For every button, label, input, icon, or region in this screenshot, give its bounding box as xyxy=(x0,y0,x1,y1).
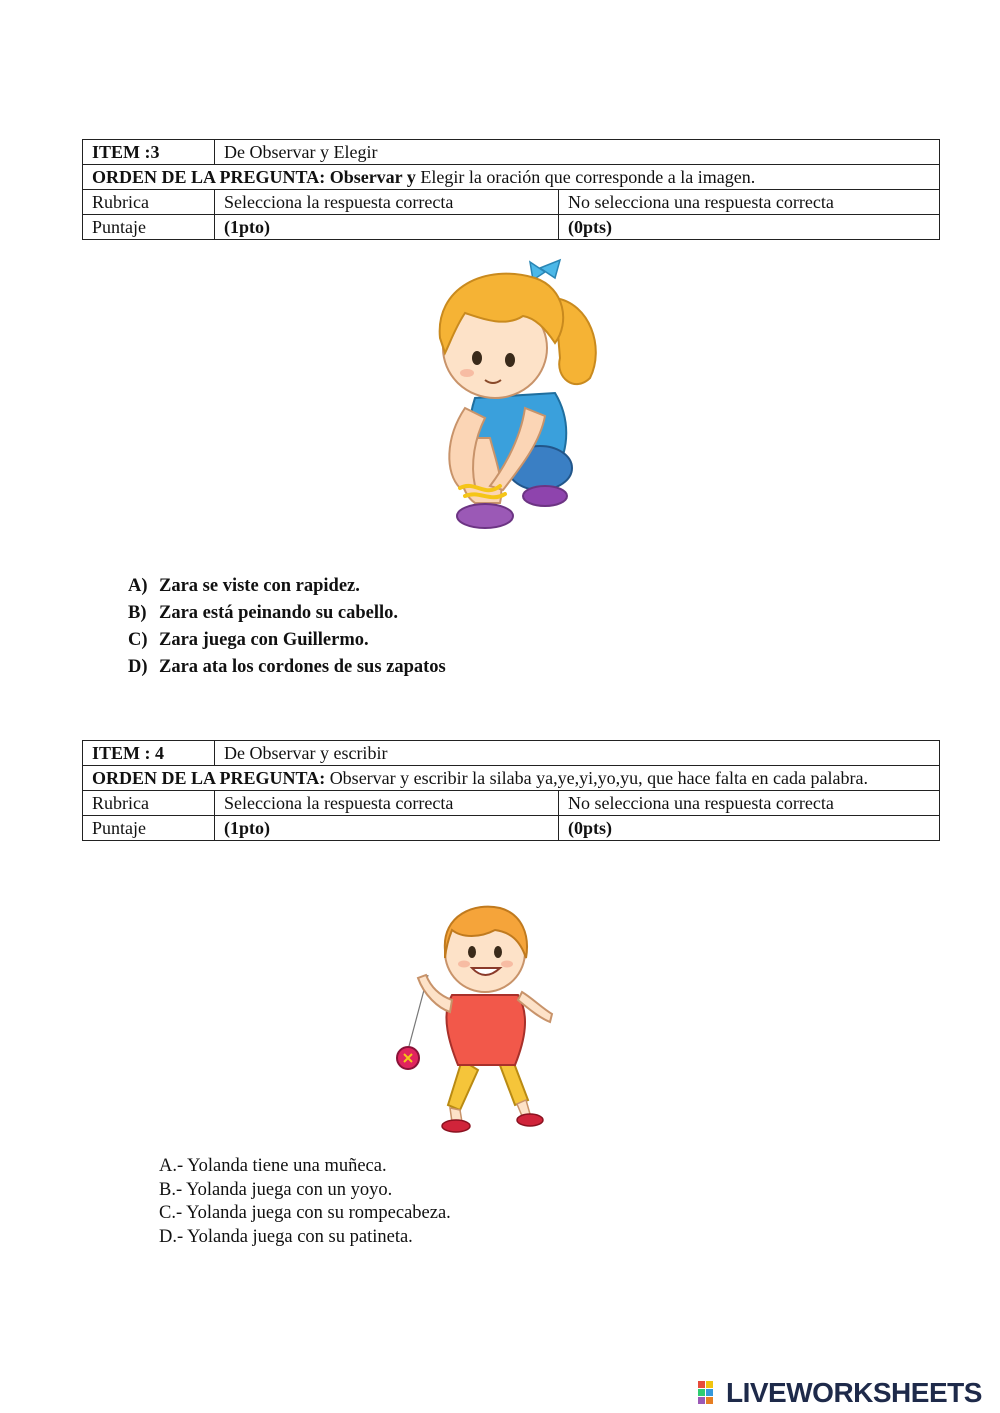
item-4-option-c[interactable]: C.- Yolanda juega con su rompecabeza. xyxy=(159,1203,451,1223)
girl-tying-shoes-illustration xyxy=(405,258,615,538)
item-4-label: ITEM : 4 xyxy=(83,741,215,766)
option-text: Zara juega con Guillermo. xyxy=(159,630,369,650)
girl-with-yoyo-illustration xyxy=(380,900,570,1138)
item-4-rubric-label: Rubrica xyxy=(83,791,215,816)
item-3-type: De Observar y Elegir xyxy=(215,140,940,165)
item-3-option-c[interactable] xyxy=(128,627,446,654)
item-3-options xyxy=(128,573,446,681)
item-3-order-bold: Observar y xyxy=(329,167,416,187)
option-letter: D) xyxy=(128,657,148,677)
option-text: Zara está peinando su cabello. xyxy=(159,603,398,623)
item-4-option-d[interactable]: D.- Yolanda juega con su patineta. xyxy=(159,1226,413,1247)
item-4-option-b[interactable]: B.- Yolanda juega con un yoyo. xyxy=(159,1179,393,1200)
item-4-order-label: ORDEN DE LA PREGUNTA: xyxy=(92,768,326,788)
item-4-type: De Observar y escribir xyxy=(215,741,940,766)
item-3-option-d[interactable] xyxy=(128,654,446,681)
liveworksheets-logo[interactable] xyxy=(697,1377,982,1409)
option-text: Zara ata los cordones de sus zapatos xyxy=(159,657,446,677)
option-letter: B) xyxy=(128,603,147,623)
item-3-order xyxy=(83,165,940,190)
item-3-rubric-label: Rubrica xyxy=(83,190,215,215)
item-4-option-a[interactable]: A.- Yolanda tiene una muñeca. xyxy=(159,1156,387,1176)
item-4-rubric-no: No selecciona una respuesta correcta xyxy=(559,791,940,816)
item-3-order-text: Elegir la oración que corresponde a la imagen. xyxy=(420,167,756,187)
item-4-rubric-ok: Selecciona la respuesta correcta xyxy=(215,791,559,816)
item-3-option-b[interactable] xyxy=(128,600,446,627)
item-3-label: ITEM :3 xyxy=(83,140,215,165)
item-4-score-ok: (1pto) xyxy=(215,816,559,841)
item-3-score-no: (0pts) xyxy=(559,215,940,240)
item-3-score-label: Puntaje xyxy=(83,215,215,240)
item-4-order-text: Observar y escribir la silaba ya,ye,yi,yo,yu, que hace falta en cada palabra. xyxy=(329,768,868,788)
item-4-options xyxy=(159,1155,451,1249)
item-4-order xyxy=(83,766,940,791)
item-4-score-label: Puntaje xyxy=(83,816,215,841)
item-3-score-ok: (1pto) xyxy=(215,215,559,240)
item-3-order-label: ORDEN DE LA PREGUNTA: xyxy=(92,167,326,187)
item-4-score-no: (0pts) xyxy=(559,816,940,841)
item-4-table xyxy=(82,740,940,841)
item-3-rubric-ok: Selecciona la respuesta correcta xyxy=(215,190,559,215)
logo-text: LIVEWORKSHEETS xyxy=(726,1377,982,1408)
liveworksheets-logo-icon xyxy=(697,1379,723,1407)
item-3-option-a[interactable] xyxy=(128,573,446,600)
item-3-rubric-no: No selecciona una respuesta correcta xyxy=(559,190,940,215)
option-text: Zara se viste con rapidez. xyxy=(159,576,360,596)
option-letter: A) xyxy=(128,576,148,596)
option-letter: C) xyxy=(128,630,148,650)
item-3-table xyxy=(82,139,940,240)
